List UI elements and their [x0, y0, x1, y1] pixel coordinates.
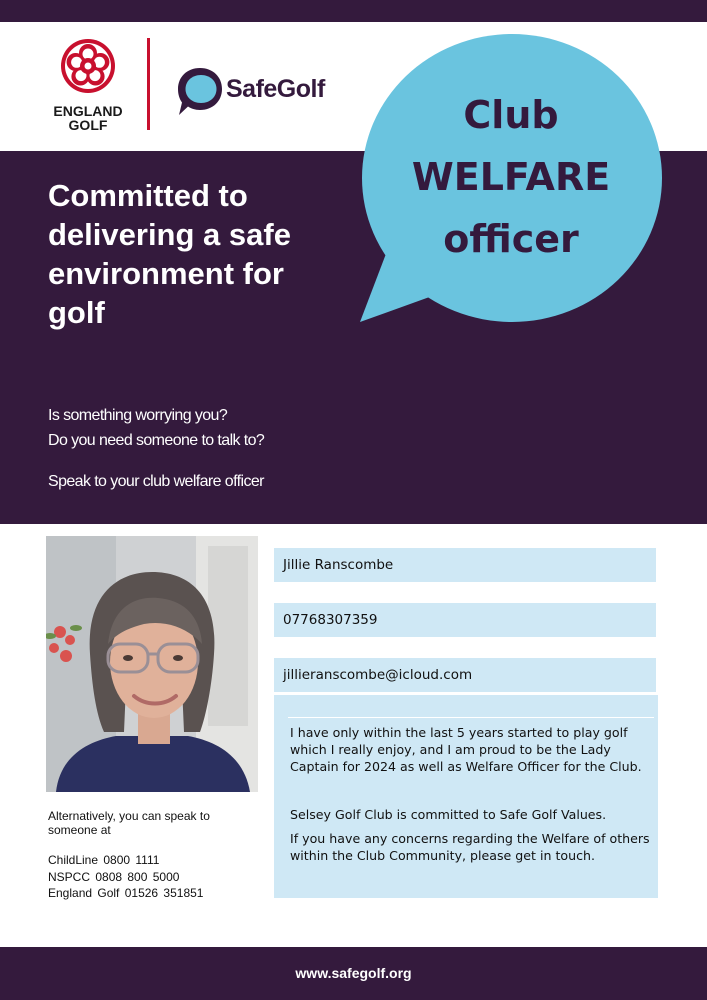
officer-photo	[46, 536, 258, 792]
portrait-illustration	[46, 536, 258, 792]
england-golf-wordmark: ENGLAND GOLF	[53, 103, 123, 133]
officer-name-field: Jillie Ranscombe	[274, 548, 656, 582]
welfare-call-to-action: Speak to your club welfare officer	[48, 473, 264, 490]
helpline-england-golf: England Golf 01526 351851	[48, 886, 204, 900]
bubble-title	[362, 84, 660, 270]
info-divider	[288, 717, 654, 718]
england-golf-logo	[48, 38, 128, 133]
officer-email-field: jillieranscombe@icloud.com	[274, 658, 656, 692]
officer-info-box	[274, 695, 658, 898]
logo-divider	[147, 38, 150, 130]
safegolf-wordmark: SafeGolf	[226, 75, 325, 103]
concerns-statement: If you have any concerns regarding the Welfare of others within the Club Community, please get in touch.	[290, 831, 650, 863]
officer-phone-field: 07768307359	[274, 603, 656, 637]
safe-golf-values-statement: Selsey Golf Club is committed to Safe Golf Values.	[290, 807, 607, 822]
helpline-childline: ChildLine 0800 1111	[48, 853, 160, 867]
headline: Committed to delivering a safe environment for golf	[48, 178, 291, 330]
tudor-rose-icon	[48, 38, 128, 102]
bubble-line-welfare: WELFARE	[411, 155, 611, 199]
bubble-line-officer: officer	[443, 217, 579, 261]
safegolf-logo	[176, 66, 325, 118]
top-bar	[0, 0, 707, 22]
helpline-nspcc: NSPCC 0808 800 5000	[48, 869, 180, 884]
alternative-contacts-intro: Alternatively, you can speak to someone at	[48, 809, 210, 837]
speech-bubble-icon	[176, 66, 224, 118]
footer-website-link[interactable]: www.safegolf.org	[295, 965, 412, 981]
officer-bio: I have only within the last 5 years started to play golf which I really enjoy, and I am proud to be the Lady Captain for 2024 as well as Welfare Officer for the Club.	[290, 725, 642, 774]
question-talk: Do you need someone to talk to?	[48, 432, 265, 449]
footer-bar	[0, 947, 707, 1000]
helpline-list	[48, 852, 203, 902]
bubble-line-club: Club	[463, 93, 559, 137]
question-worrying: Is something worrying you?	[48, 407, 228, 424]
